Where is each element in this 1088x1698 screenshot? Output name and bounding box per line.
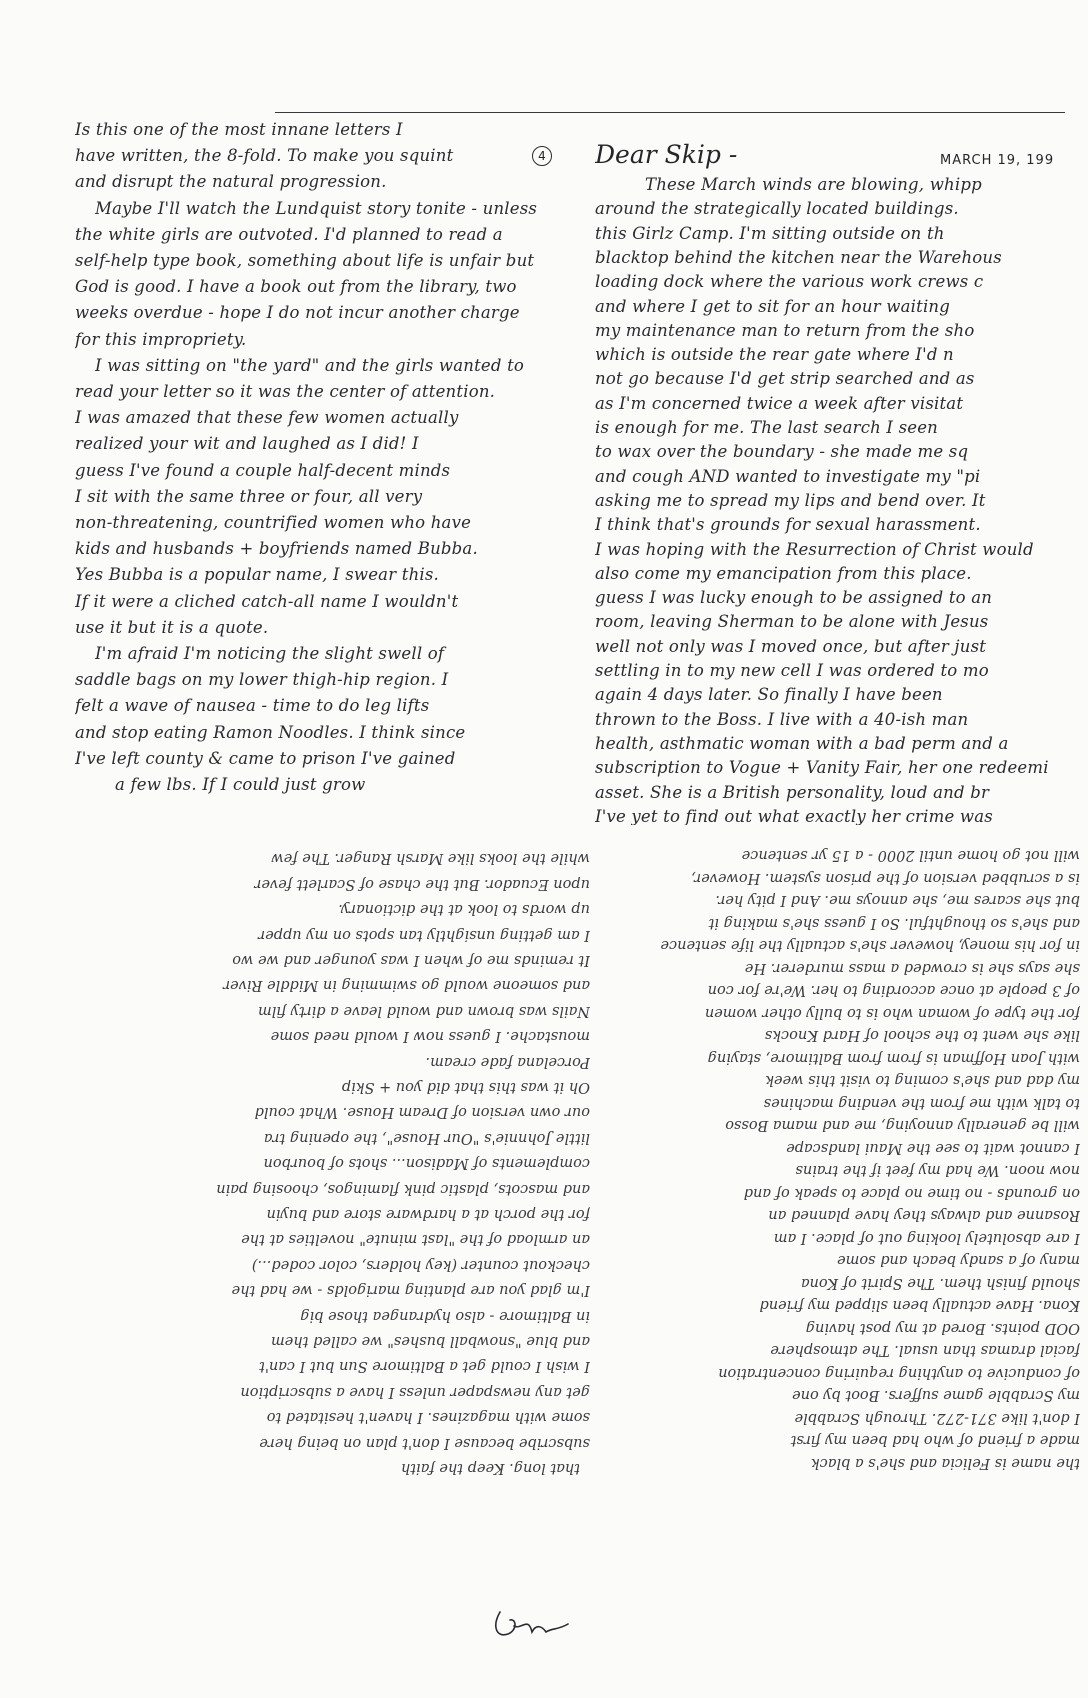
handwritten-line: upon Ecuador. But the chase of Scarlett fever bbox=[254, 875, 590, 892]
handwritten-line: some with magazines. I haven't hesitated to bbox=[266, 1409, 590, 1426]
handwritten-line: well not only was I moved once, but after just bbox=[595, 636, 987, 656]
handwritten-line: realized your wit and laughed as I did! I bbox=[75, 434, 419, 454]
handwritten-line: our own version of Dream House. What could bbox=[254, 1104, 590, 1121]
handwritten-line: get any newspaper unless I have a subscription bbox=[240, 1383, 590, 1400]
handwritten-line: weeks overdue - hope I do not incur another charge bbox=[75, 303, 520, 323]
handwritten-line: guess I was lucky enough to be assigned to an bbox=[595, 588, 993, 608]
handwritten-line: is enough for me. The last search I seen bbox=[595, 418, 939, 437]
handwritten-line: non-threatening, countrified women who have bbox=[75, 513, 472, 532]
handwritten-line: that long. Keep the faith bbox=[400, 1460, 580, 1476]
handwritten-line: and blue "snowball bushes" we called them bbox=[270, 1333, 590, 1349]
handwritten-line: the name is Felicia and she's a black bbox=[810, 1455, 1080, 1471]
handwritten-line: checkout counter (key holders, color coded...) bbox=[251, 1256, 590, 1273]
handwritten-line: settling in to my new cell I was ordered to mo bbox=[595, 661, 989, 680]
handwritten-line: I don't like 371-272. Through Scrabble bbox=[794, 1410, 1080, 1426]
handwritten-line: while the looks like Marsh Ranger. The few bbox=[271, 850, 590, 867]
handwritten-line: I've yet to find out what exactly her crime was bbox=[595, 806, 993, 825]
handwritten-line: in for his money, however she's actually the life sentence bbox=[660, 937, 1080, 954]
handwritten-line: I wish I could get a Baltimore Sun but I can't bbox=[259, 1358, 590, 1375]
handwritten-line: facial dramas than usual. The atmosphere bbox=[770, 1342, 1080, 1359]
handwritten-line: and cough AND wanted to investigate my "pi bbox=[595, 466, 981, 486]
handwritten-line: These March winds are blowing, whipp bbox=[645, 175, 982, 194]
handwritten-line: thrown to the Boss. I live with a 40-ish man bbox=[595, 709, 969, 729]
handwritten-line: my maintenance man to return from the sho bbox=[595, 320, 975, 340]
handwritten-line: loading dock where the various work crews c bbox=[595, 272, 984, 292]
handwritten-line: I cannot wait to see the Maui landscape bbox=[786, 1140, 1080, 1156]
signature-scribble bbox=[488, 1604, 598, 1648]
handwritten-line: to wax over the boundary - she made me sq bbox=[595, 442, 969, 462]
handwritten-line: also come my emancipation from this place. bbox=[595, 563, 972, 583]
handwritten-line: I was sitting on "the yard" and the girls wanted to bbox=[95, 355, 525, 375]
handwritten-line: a few lbs. If I could just grow bbox=[115, 775, 366, 794]
circled-page-number: 4 bbox=[532, 146, 552, 166]
handwritten-line: I am getting unsightly tan spots on my upper bbox=[258, 926, 590, 943]
handwritten-line: God is good. I have a book out from the library, two bbox=[75, 277, 517, 297]
handwritten-line: will be generally annoying, me and mama Bosso bbox=[725, 1117, 1080, 1134]
handwritten-line: kids and husbands + boyfriends named Bubba. bbox=[75, 539, 478, 559]
letter-date: MARCH 19, 199 bbox=[940, 153, 1055, 168]
handwritten-line: I've left county & came to prison I've gained bbox=[75, 748, 456, 768]
handwritten-line: as I'm concerned twice a week after visitat bbox=[595, 393, 964, 413]
handwritten-line: I'm afraid I'm noticing the slight swell of bbox=[95, 644, 445, 663]
handwritten-line: self-help type book, something about life is unfair but bbox=[75, 251, 535, 270]
handwritten-line: for the porch at a hardware store and buyin bbox=[266, 1206, 590, 1222]
handwritten-line: felt a wave of nausea - time to do leg lifts bbox=[75, 696, 430, 716]
handwritten-line: subscribe because I don't plan on being here bbox=[259, 1434, 590, 1451]
handwritten-line: my dad and she's coming to visit this week bbox=[765, 1072, 1080, 1089]
handwritten-line: many of a sandy beach and some bbox=[837, 1252, 1080, 1269]
fold-line bbox=[275, 112, 1065, 113]
handwritten-line: Kona. Have actually been slipped my friend bbox=[759, 1297, 1080, 1314]
handwritten-line: moustache. I guess now I would need some bbox=[270, 1028, 590, 1045]
lower-right-inverted-column bbox=[590, 835, 1080, 1477]
handwritten-line: of 3 people at once according to her. We're for con bbox=[707, 982, 1080, 999]
handwritten-line: I are absolutely looking out of place. I am bbox=[773, 1230, 1080, 1246]
handwritten-line: read your letter so it was the center of attention. bbox=[75, 382, 496, 401]
handwritten-line: now noon. We had my feet if the trains bbox=[795, 1162, 1080, 1179]
handwritten-line: to talk with me from the vending machines bbox=[763, 1095, 1080, 1111]
salutation: Dear Skip - bbox=[595, 140, 738, 169]
handwritten-line: and disrupt the natural progression. bbox=[75, 172, 387, 192]
handwritten-line: Maybe I'll watch the Lundquist story tonite - unless bbox=[95, 198, 538, 218]
handwritten-line: OOD points. Bored at my post having bbox=[805, 1320, 1080, 1336]
handwritten-line: and where I get to sit for an hour waiting bbox=[595, 296, 951, 316]
handwritten-line: an armload of the "last minute" novelties at the bbox=[241, 1231, 590, 1248]
handwritten-line: I'm glad you are planting marigolds - we had the bbox=[231, 1282, 590, 1299]
handwritten-line: around the strategically located buildings. bbox=[595, 199, 959, 219]
handwritten-line: It reminds me of when I was younger and we wo bbox=[232, 952, 590, 968]
handwritten-line: the white girls are outvoted. I'd planned to read a bbox=[75, 224, 503, 244]
handwritten-line: Nails was brown and would leave a dirty film bbox=[258, 1002, 590, 1019]
handwritten-line: Oh it was this that did you + Skip bbox=[341, 1079, 590, 1095]
handwritten-line: I sit with the same three or four, all very bbox=[75, 486, 423, 506]
handwritten-line: which is outside the rear gate where I'd n bbox=[595, 345, 954, 365]
handwritten-line: up words to look at the dictionary. bbox=[338, 901, 590, 918]
handwritten-line: Yes Bubba is a popular name, I swear this. bbox=[75, 565, 439, 585]
handwritten-line: I was amazed that these few women actually bbox=[75, 408, 459, 428]
handwritten-line: with Joan Hoffman is from from Baltimore, staying bbox=[707, 1050, 1080, 1066]
handwritten-line: asking me to spread my lips and bend over. It bbox=[595, 490, 986, 510]
handwritten-line: again 4 days later. So finally I have been bbox=[595, 685, 943, 705]
handwritten-line: is a scrubbed version of the prison system. However, bbox=[691, 870, 1080, 886]
handwritten-line: will not go home until 2000 - a 15 yr sentence bbox=[741, 847, 1080, 864]
handwritten-line: Is this one of the most innane letters I bbox=[75, 120, 403, 139]
handwritten-line: have written, the 8-fold. To make you squint bbox=[75, 146, 454, 166]
handwritten-line: health, asthmatic woman with a bad perm and a bbox=[595, 733, 1009, 753]
handwritten-line: Porcelana fade cream. bbox=[425, 1053, 590, 1070]
handwritten-line: but she scares me, she annoys me. And I pity her. bbox=[715, 892, 1080, 909]
handwritten-line: saddle bags on my lower thigh-hip region. I bbox=[75, 670, 449, 690]
handwritten-line: she says she is crowded a mass murderer. He bbox=[744, 960, 1080, 976]
handwritten-line: of conducive to anything requiring concentration bbox=[718, 1365, 1080, 1381]
handwritten-line: and mascots, plastic pink flamingos, choosing pain bbox=[216, 1180, 590, 1197]
handwritten-line: Rosanne and always they have planned an bbox=[768, 1207, 1080, 1224]
handwritten-line: should finish them. The Spirit of Kona bbox=[800, 1275, 1080, 1291]
handwritten-line: like she went to the school of Hard Knocks bbox=[764, 1027, 1080, 1044]
upper-right-column bbox=[595, 135, 1085, 825]
handwritten-line: guess I've found a couple half-decent minds bbox=[75, 460, 451, 480]
handwritten-line: for this impropriety. bbox=[75, 329, 247, 349]
upper-left-column bbox=[75, 120, 595, 815]
handwritten-line: not go because I'd get strip searched and as bbox=[595, 369, 975, 389]
handwritten-line: I was hoping with the Resurrection of Christ would bbox=[595, 539, 1034, 559]
handwritten-line: blacktop behind the kitchen near the Warehous bbox=[595, 247, 1002, 267]
handwritten-line: complements of Madison... shots of bourbon bbox=[263, 1155, 590, 1172]
handwritten-line: room, leaving Sherman to be alone with Jesus bbox=[595, 612, 989, 632]
handwritten-line: and stop eating Ramon Noodles. I think since bbox=[75, 722, 466, 742]
handwritten-line: my Scrabble game suffers. Boot by one bbox=[792, 1387, 1080, 1404]
handwritten-line: use it but it is a quote. bbox=[75, 617, 269, 637]
handwritten-line: If it were a cliched catch-all name I wouldn't bbox=[75, 591, 459, 611]
handwritten-line: made a friend of who had been my first bbox=[790, 1432, 1080, 1449]
handwritten-line: in Baltimore - also hydrangea those big bbox=[300, 1307, 590, 1324]
handwritten-line: I think that's grounds for sexual harassment. bbox=[595, 515, 981, 535]
handwritten-line: on grounds - no time no place to speak of and bbox=[743, 1185, 1080, 1201]
handwritten-line: this Girlz Camp. I'm sitting outside on th bbox=[595, 223, 945, 243]
handwritten-line: little Johnnie's "Our House", the opening tra bbox=[263, 1129, 590, 1146]
handwritten-line: asset. She is a British personality, loud and br bbox=[595, 782, 990, 802]
handwritten-line: and someone would go swimming in Middle River bbox=[223, 977, 590, 994]
handwritten-line: and she's so thoughtful. So I guess she's making it bbox=[708, 915, 1080, 931]
handwritten-line: subscription to Vogue + Vanity Fair, her one redeemi bbox=[595, 758, 1049, 778]
handwritten-line: for the type of woman who is to bully other women bbox=[704, 1005, 1080, 1021]
lower-left-inverted-column bbox=[50, 830, 590, 1482]
